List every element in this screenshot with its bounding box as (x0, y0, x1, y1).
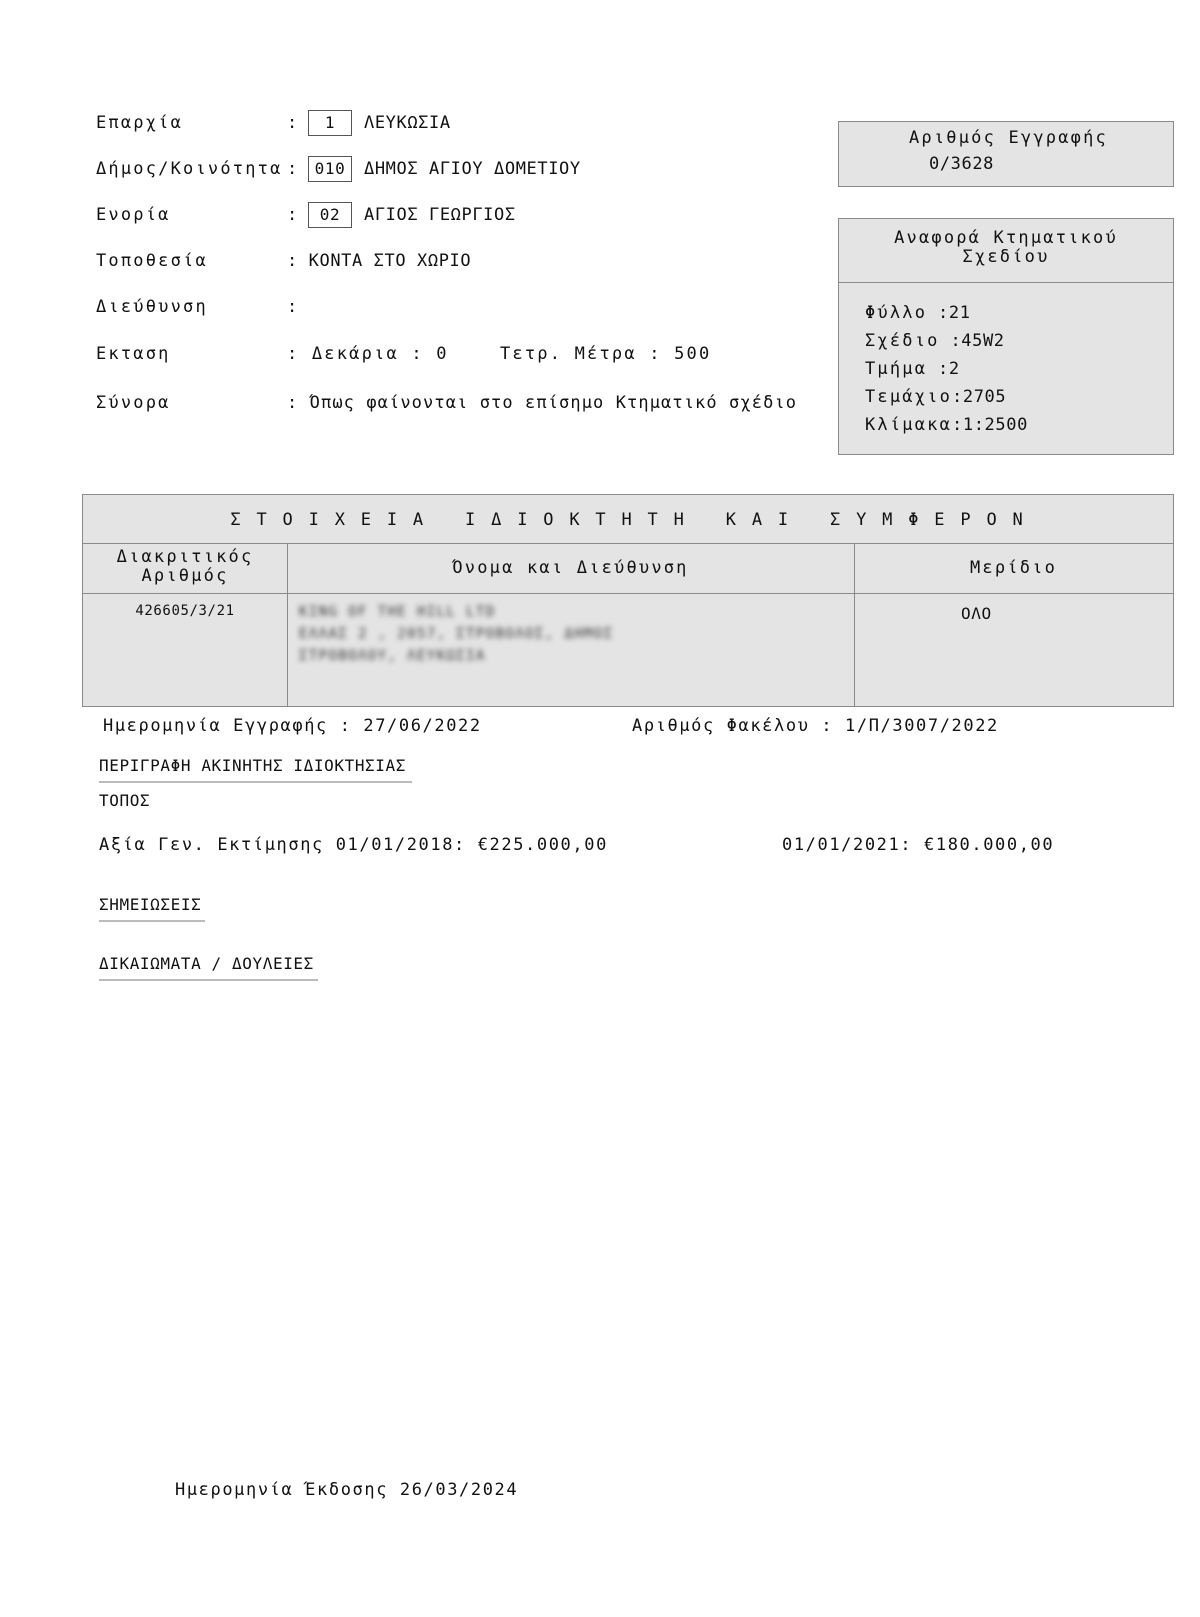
enoria-label: Ενορία (96, 205, 171, 225)
owners-col-id-header: Διακριτικός Αριθμός (116, 547, 254, 586)
topos-label: ΤΟΠΟΣ (99, 791, 151, 810)
issue-date: Ημερομηνία Έκδοσης 26/03/2024 (175, 1480, 519, 1500)
dimos-value: ΔΗΜΟΣ ΑΓΙΟΥ ΔΟΜΕΤΙΟΥ (364, 159, 581, 179)
eparchia-code: 1 (308, 110, 352, 136)
colon: : (287, 159, 298, 179)
rights-heading: ΔΙΚΑΙΩΜΑΤΑ / ΔΟΥΛΕΙΕΣ (99, 954, 318, 981)
valuation-2021: 01/01/2021: €180.000,00 (782, 835, 1055, 855)
plan-reference-title-line2: Σχεδίου (962, 247, 1050, 267)
registration-number: 0/3628 (929, 154, 995, 174)
plan-reference-box (838, 218, 1174, 455)
colon: : (287, 113, 298, 133)
owners-table (82, 494, 1174, 707)
plan-row-fyllo: Φύλλο :21 (865, 303, 971, 323)
eparchia-label: Επαρχία (96, 113, 184, 133)
owner-share: ΟΛΟ (961, 604, 992, 623)
owners-title: Σ Τ Ο Ι Χ Ε Ι Α Ι Δ Ι Ο Κ Τ Η Τ Η Κ Α Ι Σ Υ Μ Φ Ε Ρ Ο Ν (230, 510, 1026, 530)
valuation-2018: Αξία Γεν. Εκτίμησης 01/01/2018: €225.000,00 (99, 835, 608, 855)
registration-title: Αριθμός Εγγραφής (909, 128, 1108, 148)
ektasi-dekaria: : Δεκάρια : 0 (287, 344, 449, 364)
plan-row-klimaka: Κλίμακα:1:2500 (865, 415, 1028, 435)
plan-row-temachio: Τεμάχιο:2705 (865, 387, 1007, 407)
colon: : (287, 205, 298, 225)
dimos-label: Δήμος/Κοινότητα (96, 159, 283, 179)
registration-box (838, 121, 1174, 187)
registration-date: Ημερομηνία Εγγραφής : 27/06/2022 (103, 716, 482, 736)
plan-row-schedio: Σχέδιο :45W2 (865, 331, 1005, 351)
eparchia-value: ΛΕΥΚΩΣΙΑ (364, 113, 451, 133)
dimos-code: 010 (308, 156, 352, 182)
plan-reference-divider (839, 282, 1173, 283)
description-heading: ΠΕΡΙΓΡΑΦΗ ΑΚΙΝΗΤΗΣ ΙΔΙΟΚΤΗΣΙΑΣ (99, 756, 412, 783)
dieuthynsi-value: : (287, 297, 298, 317)
plan-reference-title (839, 229, 1173, 267)
owner-name-address: KING OF THE HILL LTD ΕΛΛΑΣ 2 , 2057, ΣΤΡΟΒΟΛΟΣ, ΔΗΜΟΣ ΣΤΡΟΒΟΛΟΥ, ΛΕΥΚΩΣΙΑ (299, 604, 614, 664)
file-number: Αριθμός Φακέλου : 1/Π/3007/2022 (632, 716, 999, 736)
owner-id: 426605/3/21 (135, 603, 235, 619)
owners-col-share-header: Μερίδιο (969, 558, 1058, 578)
plan-row-tmima: Τμήμα :2 (865, 359, 960, 379)
owners-col-name-header: Όνομα και Διεύθυνση (452, 558, 689, 578)
notes-heading: ΣΗΜΕΙΩΣΕΙΣ (99, 895, 205, 922)
synora-label: Σύνορα (96, 393, 171, 413)
enoria-value: ΑΓΙΟΣ ΓΕΩΡΓΙΟΣ (364, 205, 516, 225)
enoria-code: 02 (308, 202, 352, 228)
owners-title-divider (83, 543, 1173, 544)
dieuthynsi-label: Διεύθυνση (96, 297, 208, 317)
plan-reference-rows (865, 299, 1028, 439)
synora-value: : Όπως φαίνονται στο επίσημο Κτηματικό σχέδιο (287, 393, 798, 413)
owners-header-divider (83, 593, 1173, 594)
ektasi-label: Εκταση (96, 344, 171, 364)
topothesia-value: : ΚΟΝΤΑ ΣΤΟ ΧΩΡΙΟ (287, 251, 472, 271)
plan-reference-title-line1: Αναφορά Κτηματικού (894, 228, 1118, 248)
ektasi-metra: Τετρ. Μέτρα : 500 (500, 344, 712, 364)
topothesia-label: Τοποθεσία (96, 251, 208, 271)
